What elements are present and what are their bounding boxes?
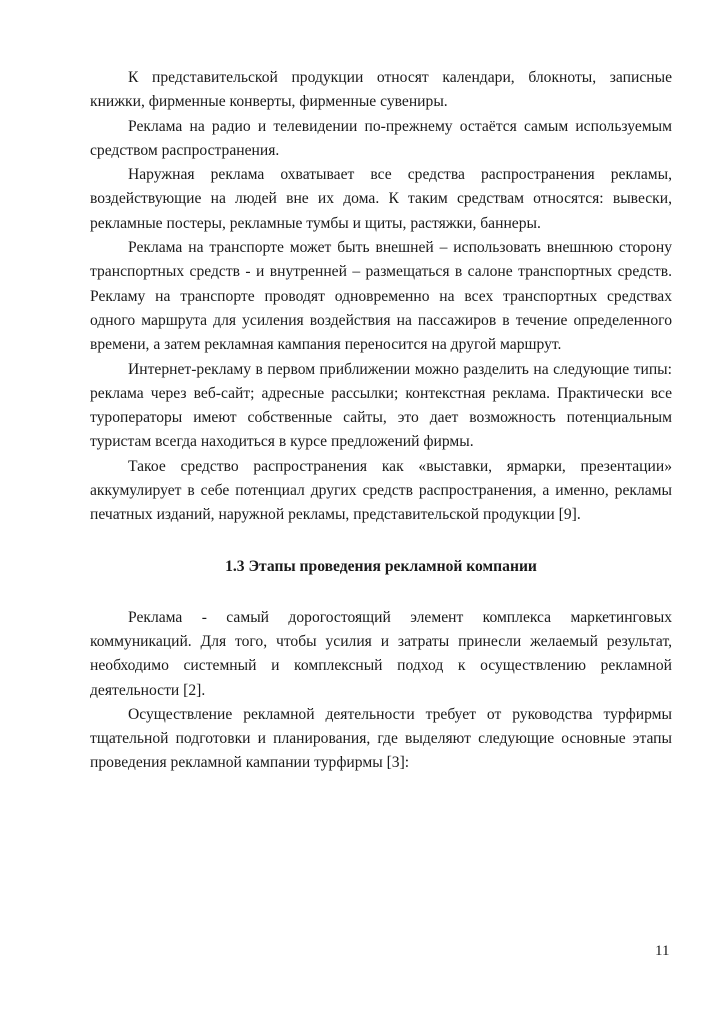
paragraph-transport: Реклама на транспорте может быть внешней – использовать внешнюю сторону транспортных средств - и внутренней – размещаться в салоне транспортных средств. Рекламу на транспорте проводят одновременно на всех транспортных средствах одного маршрута для усиления воздействия на пассажиров в течение определенного времени, а затем рекламная кампания переносится на другой маршрут. [90, 239, 672, 354]
paragraph-advertising-cost: Реклама - самый дорогостоящий элемент комплекса маркетинговых коммуникаций. Для того, чтобы усилия и затраты принесли желаемый результат, необходимо системный и комплексный подход к осуществлению рекламной деятельности [2]. [90, 608, 672, 699]
paragraph-internet: Интернет-рекламу в первом приближении можно разделить на следующие типы: реклама через веб-сайт; адресные рассылки; контекстная реклама. Практически все туроператоры имеют собственные сайты, это дает возможность потенциальным туристам всегда находиться в курсе предложений фирмы. [90, 360, 672, 451]
section-heading: 1.3 Этапы проведения рекламной компании [225, 557, 537, 575]
document-page [90, 66, 672, 776]
paragraph-exhibitions: Такое средство распространения как «выставки, ярмарки, презентации» аккумулирует в себе потенциал других средств распространения, а именно, рекламы печатных изданий, наружной рекламы, представительской продукции [9]. [90, 457, 672, 524]
paragraph-radio-tv: Реклама на радио и телевидении по-прежнему остаётся самым используемым средством распространения. [90, 117, 672, 159]
paragraph-outdoor: Наружная реклама охватывает все средства распространения рекламы, воздействующие на людей вне их дома. К таким средствам относятся: вывески, рекламные постеры, рекламные тумбы и щиты, растяжки, баннеры. [90, 166, 672, 232]
paragraph-souvenirs: К представительской продукции относят календари, блокноты, записные книжки, фирменные конверты, фирменные сувениры. [90, 69, 672, 111]
page-number: 11 [655, 943, 670, 959]
paragraph-planning: Осуществление рекламной деятельности требует от руководства турфирмы тщательной подготовки и планирования, где выделяют следующие основные этапы проведения рекламной кампании турфирмы [3]: [90, 705, 672, 772]
